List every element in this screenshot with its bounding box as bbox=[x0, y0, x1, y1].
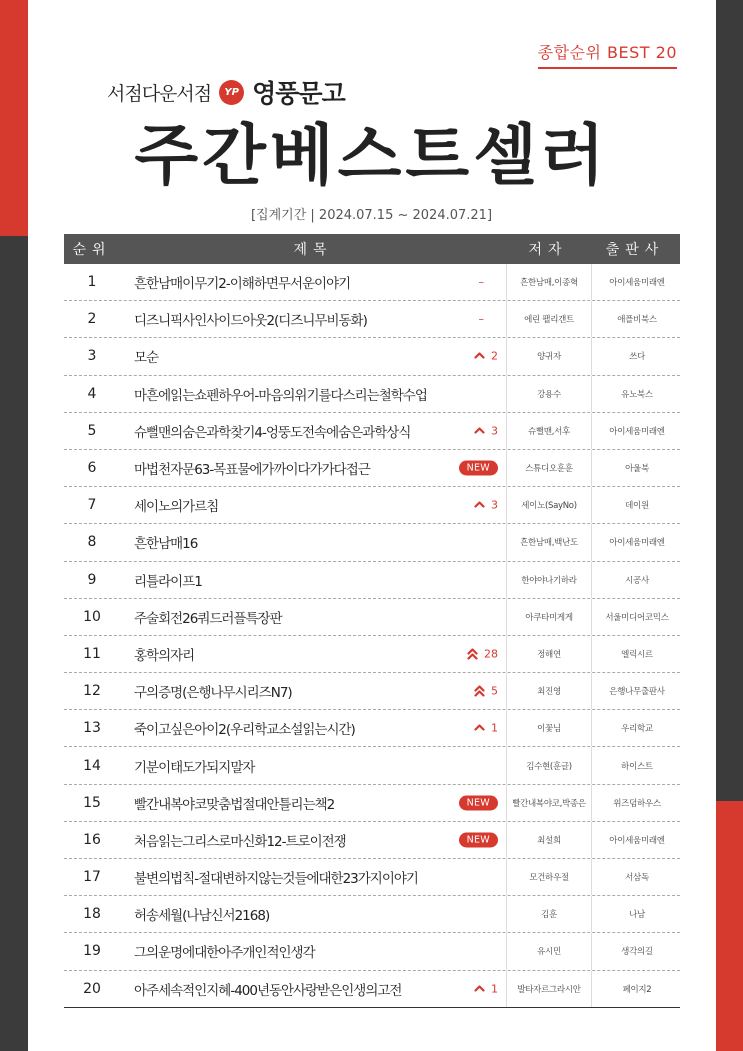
book-title: 기분이태도가되지말자 bbox=[134, 759, 255, 776]
rank-cell: 14 bbox=[83, 757, 101, 774]
book-title: 불변의법칙-절대변하지않는것들에대한23가지이야기 bbox=[134, 871, 418, 888]
double-up-arrow-icon bbox=[467, 648, 478, 659]
book-title: 마법천자문63-목표물에가까이다가가다접근 bbox=[134, 462, 370, 479]
author-cell: 김훈 bbox=[507, 896, 592, 932]
left-gray-bar bbox=[0, 236, 28, 1051]
table-row bbox=[64, 896, 680, 933]
rank-change-value: 5 bbox=[491, 684, 498, 698]
rank-change bbox=[474, 350, 498, 363]
rank-cell: 12 bbox=[83, 683, 101, 700]
title-cell bbox=[120, 264, 507, 300]
table-row bbox=[64, 971, 680, 1008]
rank-cell: 15 bbox=[83, 794, 101, 811]
publisher-cell: 시공사 bbox=[625, 575, 649, 586]
table-row bbox=[64, 599, 680, 636]
book-title: 흔한남매16 bbox=[134, 536, 198, 553]
publisher-cell: 아이세움미래엔 bbox=[609, 835, 665, 846]
table-header bbox=[64, 234, 680, 264]
rank-change bbox=[474, 722, 498, 735]
table-row bbox=[64, 822, 680, 859]
title-cell bbox=[120, 413, 507, 449]
publisher-cell: 아이세움미래엔 bbox=[609, 538, 665, 549]
rank-change-value: 1 bbox=[491, 982, 498, 996]
double-up-arrow-icon bbox=[474, 686, 485, 697]
book-title: 슈뻘맨의숨은과학찾기4-엉뚱도전속에숨은과학상식 bbox=[134, 424, 411, 441]
publisher-cell: 생각의길 bbox=[621, 947, 653, 958]
table-row bbox=[64, 710, 680, 747]
author-cell: 정해연 bbox=[507, 636, 592, 672]
page-title: 주간베스트셀러 bbox=[134, 117, 609, 194]
rank-cell: 4 bbox=[87, 385, 97, 402]
rank-cell: 2 bbox=[87, 311, 97, 328]
yp-logo-icon: YP bbox=[219, 80, 244, 105]
author-cell: 발타자르그라시안 bbox=[507, 971, 592, 1007]
new-badge: NEW bbox=[459, 795, 498, 810]
table-row bbox=[64, 413, 680, 450]
title-cell bbox=[120, 301, 507, 337]
publisher-cell: 은행나무출판사 bbox=[609, 687, 665, 698]
publisher-cell: 우리학교 bbox=[621, 724, 653, 735]
author-cell: 세이노(SayNo) bbox=[507, 487, 592, 523]
title-cell bbox=[120, 450, 507, 486]
title-cell bbox=[120, 376, 507, 412]
up-arrow-icon bbox=[474, 500, 485, 511]
rank-cell: 5 bbox=[87, 422, 97, 439]
title-cell bbox=[120, 785, 507, 821]
rank-change-value: 3 bbox=[491, 498, 498, 512]
title-cell bbox=[120, 673, 507, 709]
title-cell bbox=[120, 487, 507, 523]
table-row bbox=[64, 524, 680, 561]
publisher-cell: 엘릭시르 bbox=[621, 649, 653, 660]
table-body bbox=[64, 264, 680, 1008]
publisher-cell: 서삼독 bbox=[625, 873, 649, 884]
book-title: 마흔에읽는쇼펜하우어-마음의위기를다스리는철학수업 bbox=[134, 387, 427, 404]
author-cell: 한야야나기하라 bbox=[507, 562, 592, 598]
author-cell: 슈뻘맨,서후 bbox=[507, 413, 592, 449]
table-row bbox=[64, 636, 680, 673]
table-row bbox=[64, 301, 680, 338]
table-row bbox=[64, 264, 680, 301]
title-cell bbox=[120, 599, 507, 635]
title-cell bbox=[120, 710, 507, 746]
period-text: [집계기간 | 2024.07.15 ~ 2024.07.21] bbox=[250, 208, 493, 223]
rank-cell: 7 bbox=[87, 497, 97, 514]
rank-change-value: 2 bbox=[491, 349, 498, 363]
bestseller-table bbox=[64, 234, 680, 1008]
header-publisher: 출판사 bbox=[605, 242, 665, 258]
rank-cell: 9 bbox=[87, 571, 97, 588]
rank-change bbox=[474, 499, 498, 512]
rank-change bbox=[479, 276, 485, 289]
rank-cell: 18 bbox=[83, 906, 101, 923]
publisher-cell: 아이세움미래엔 bbox=[609, 278, 665, 289]
publisher-cell: 데이원 bbox=[625, 501, 649, 512]
title-cell bbox=[120, 859, 507, 895]
book-title: 아주세속적인지혜-400년동안사랑받은인생의고전 bbox=[134, 982, 402, 999]
author-cell: 모건하우절 bbox=[507, 859, 592, 895]
publisher-cell: 아이세움미래엔 bbox=[609, 426, 665, 437]
rank-cell: 16 bbox=[83, 831, 101, 848]
author-cell: 김수현(훈글) bbox=[507, 747, 592, 783]
publisher-cell: 서울미디어코믹스 bbox=[605, 612, 669, 623]
publisher-cell: 나남 bbox=[629, 910, 645, 921]
book-title: 처음읽는그리스로마신화12-트로이전쟁 bbox=[134, 833, 346, 850]
header-rank: 순위 bbox=[72, 242, 112, 258]
rank-change bbox=[467, 647, 498, 660]
author-cell: 흔한남매,이종혁 bbox=[507, 264, 592, 300]
book-title: 홍학의자리 bbox=[134, 647, 195, 664]
rank-change bbox=[474, 982, 498, 995]
rank-cell: 1 bbox=[87, 274, 97, 291]
publisher-cell: 페이지2 bbox=[622, 984, 652, 995]
rank-change bbox=[474, 685, 498, 698]
author-cell: 이꽃님 bbox=[507, 710, 592, 746]
header-title: 제목 bbox=[293, 242, 333, 258]
author-cell: 흔한남매,백난도 bbox=[507, 524, 592, 560]
author-cell: 최설희 bbox=[507, 822, 592, 858]
rank-cell: 3 bbox=[87, 348, 97, 365]
publisher-cell: 유노북스 bbox=[621, 389, 653, 400]
book-title: 그의운명에대한아주개인적인생각 bbox=[134, 945, 315, 962]
brand bbox=[107, 74, 345, 110]
brand-name: 영풍문고 bbox=[252, 79, 345, 108]
rank-cell: 17 bbox=[83, 869, 101, 886]
table-row bbox=[64, 376, 680, 413]
author-cell: 양귀자 bbox=[507, 338, 592, 374]
author-cell: 최진영 bbox=[507, 673, 592, 709]
table-row bbox=[64, 338, 680, 375]
book-title: 허송세월(나남신서2168) bbox=[134, 908, 270, 925]
title-cell bbox=[120, 896, 507, 932]
book-title: 세이노의가르침 bbox=[134, 499, 219, 516]
book-title: 주술회전26쿼드러플특장판 bbox=[134, 610, 282, 627]
book-title: 죽이고싶은아이2(우리학교소설읽는시간) bbox=[134, 722, 355, 739]
rank-change bbox=[459, 832, 498, 847]
author-cell: 스튜디오훈훈 bbox=[507, 450, 592, 486]
rank-change bbox=[479, 313, 485, 326]
publisher-cell: 쓰다 bbox=[629, 352, 645, 363]
table-row bbox=[64, 859, 680, 896]
publisher-cell: 애플비북스 bbox=[617, 315, 657, 326]
author-cell: 에린 팰리갠트 bbox=[507, 301, 592, 337]
best-label: 종합순위 BEST 20 bbox=[538, 40, 677, 69]
rank-cell: 11 bbox=[83, 645, 101, 662]
title-cell bbox=[120, 524, 507, 560]
book-title: 디즈니픽사인사이드아웃2(디즈니무비동화) bbox=[134, 313, 367, 330]
rank-cell: 10 bbox=[83, 608, 101, 625]
up-arrow-icon bbox=[474, 983, 485, 994]
table-row bbox=[64, 450, 680, 487]
table-row bbox=[64, 933, 680, 970]
rank-change-value: 1 bbox=[491, 721, 498, 735]
publisher-cell: 위즈덤하우스 bbox=[613, 798, 661, 809]
rank-change-value: 3 bbox=[491, 424, 498, 438]
rank-change bbox=[474, 424, 498, 437]
title-cell bbox=[120, 933, 507, 969]
title-cell bbox=[120, 636, 507, 672]
title-cell bbox=[120, 338, 507, 374]
book-title: 모순 bbox=[134, 350, 159, 367]
book-title: 빨간내복야코맞춤법절대안틀리는책2 bbox=[134, 796, 335, 813]
rank-cell: 20 bbox=[83, 980, 101, 997]
new-badge: NEW bbox=[459, 461, 498, 476]
author-cell: 강용수 bbox=[507, 376, 592, 412]
title-cell bbox=[120, 971, 507, 1007]
publisher-cell: 아울북 bbox=[625, 464, 649, 475]
rank-change-value: – bbox=[478, 312, 484, 326]
rank-change bbox=[459, 461, 498, 476]
book-title: 흔한남매이무기2-이해하면무서운이야기 bbox=[134, 276, 351, 293]
header-author: 저자 bbox=[528, 242, 568, 258]
rank-cell: 8 bbox=[87, 534, 97, 551]
rank-cell: 6 bbox=[87, 460, 97, 477]
book-title: 리틀라이프1 bbox=[134, 573, 202, 590]
brand-slogan: 서점다운서점 bbox=[107, 82, 212, 105]
right-red-bar bbox=[716, 801, 743, 1051]
table-row bbox=[64, 487, 680, 524]
table-row bbox=[64, 673, 680, 710]
rank-cell: 19 bbox=[83, 943, 101, 960]
author-cell: 유시민 bbox=[507, 933, 592, 969]
table-row bbox=[64, 562, 680, 599]
title-cell bbox=[120, 822, 507, 858]
rank-cell: 13 bbox=[83, 720, 101, 737]
book-title: 구의증명(은행나무시리즈N7) bbox=[134, 685, 292, 702]
rank-change-value: 28 bbox=[484, 647, 498, 661]
table-row bbox=[64, 785, 680, 822]
rank-change bbox=[459, 795, 498, 810]
author-cell: 아쿠타미게게 bbox=[507, 599, 592, 635]
title-cell bbox=[120, 562, 507, 598]
title-cell bbox=[120, 747, 507, 783]
up-arrow-icon bbox=[474, 723, 485, 734]
up-arrow-icon bbox=[474, 351, 485, 362]
table-row bbox=[64, 747, 680, 784]
author-cell: 빨간내복야코,박종은 bbox=[507, 785, 592, 821]
publisher-cell: 하이스트 bbox=[621, 761, 653, 772]
new-badge: NEW bbox=[459, 832, 498, 847]
up-arrow-icon bbox=[474, 425, 485, 436]
rank-change-value: – bbox=[478, 275, 484, 289]
